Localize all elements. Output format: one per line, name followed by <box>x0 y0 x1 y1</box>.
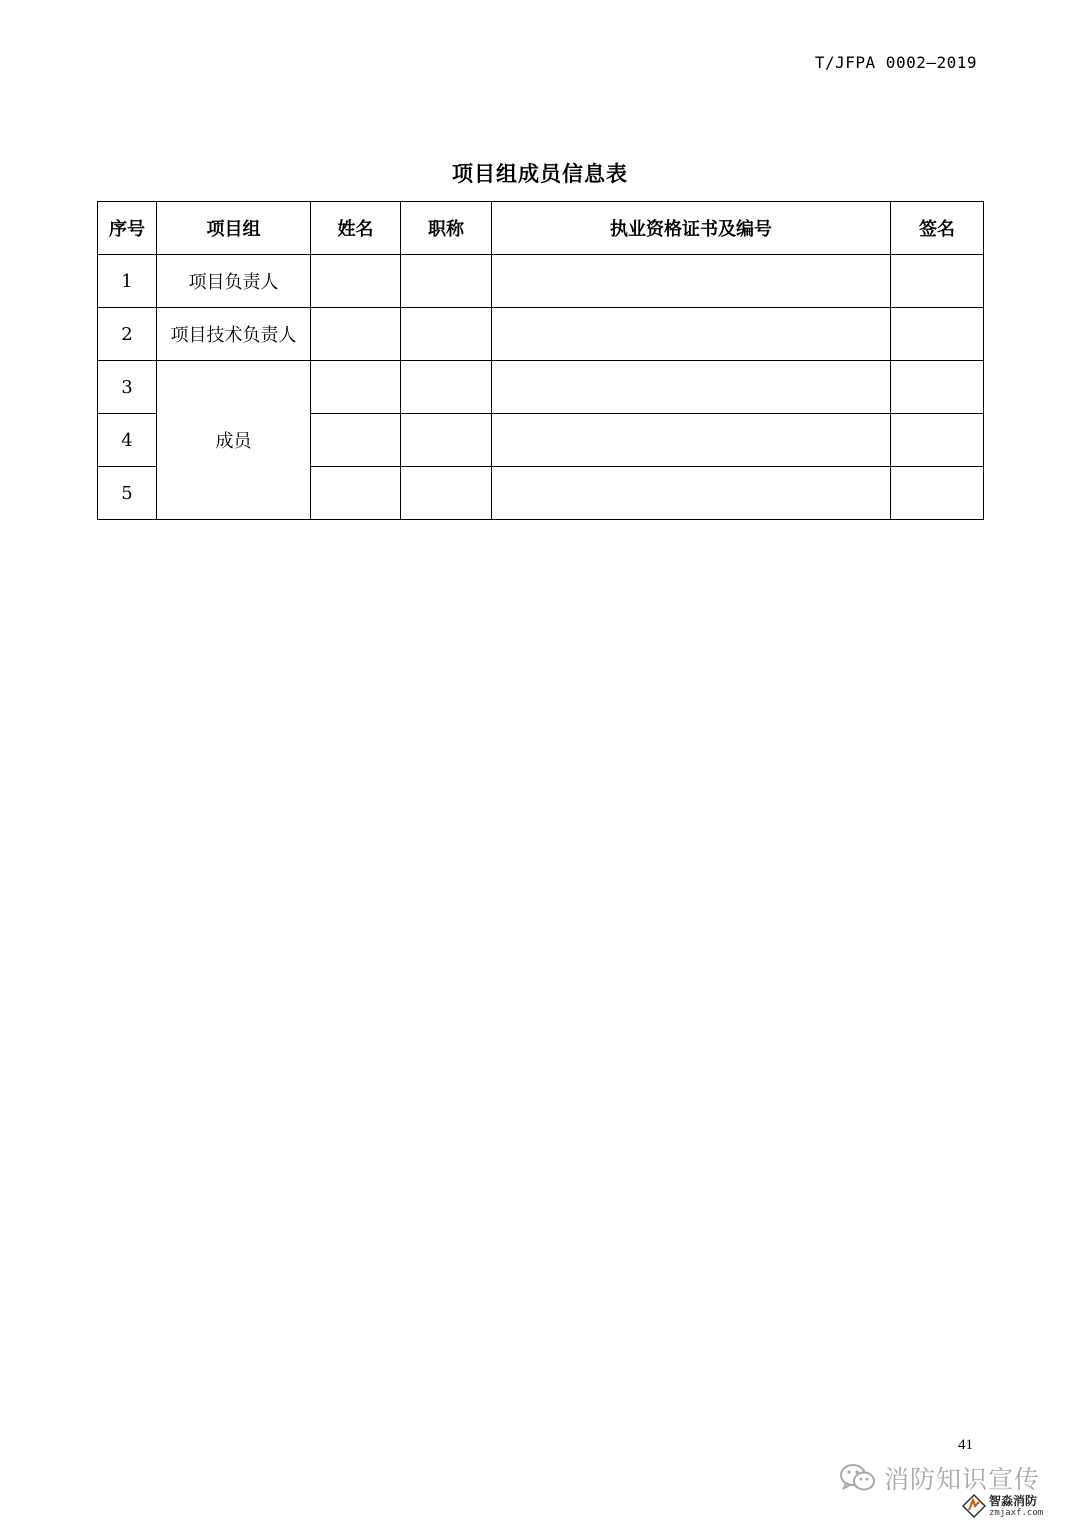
sign-cell <box>891 255 984 308</box>
title-cell <box>401 467 492 520</box>
name-cell <box>311 361 401 414</box>
cert-cell <box>492 467 891 520</box>
page-number: 41 <box>958 1437 973 1453</box>
brand-mark <box>962 1494 1043 1518</box>
title-cell <box>401 361 492 414</box>
title-cell <box>401 255 492 308</box>
table-row <box>98 255 984 308</box>
table-row <box>98 308 984 361</box>
name-cell <box>311 414 401 467</box>
cert-cell <box>492 361 891 414</box>
sign-cell <box>891 308 984 361</box>
row-seq: 5 <box>98 467 157 520</box>
row-group-members: 成员 <box>157 361 311 520</box>
row-seq: 3 <box>98 361 157 414</box>
name-cell <box>311 255 401 308</box>
cert-cell <box>492 414 891 467</box>
header-group: 项目组 <box>157 202 311 255</box>
title-cell <box>401 308 492 361</box>
name-cell <box>311 467 401 520</box>
row-seq: 1 <box>98 255 157 308</box>
cert-cell <box>492 308 891 361</box>
sign-cell <box>891 414 984 467</box>
header-sign: 签名 <box>891 202 984 255</box>
row-seq: 2 <box>98 308 157 361</box>
brand-url: zmjaxf.com <box>989 1507 1044 1518</box>
cert-cell <box>492 255 891 308</box>
header-seq: 序号 <box>98 202 157 255</box>
brand-name: 智淼消防 <box>989 1493 1038 1508</box>
table-title: 项目组成员信息表 <box>452 162 628 186</box>
watermark <box>838 1460 1040 1496</box>
table-row <box>98 361 984 414</box>
header-title: 职称 <box>401 202 492 255</box>
watermark-text: 消防知识宣传 <box>884 1465 1041 1494</box>
document-code: T/JFPA 0002—2019 <box>814 53 977 72</box>
header-name: 姓名 <box>311 202 401 255</box>
row-group: 项目负责人 <box>157 255 311 308</box>
table-header-row <box>98 202 984 255</box>
brand-logo-icon <box>962 1494 986 1518</box>
header-cert: 执业资格证书及编号 <box>492 202 891 255</box>
sign-cell <box>891 467 984 520</box>
name-cell <box>311 308 401 361</box>
sign-cell <box>891 361 984 414</box>
row-seq: 4 <box>98 414 157 467</box>
title-cell <box>401 414 492 467</box>
row-group: 项目技术负责人 <box>157 308 311 361</box>
member-info-table <box>97 201 984 520</box>
wechat-icon <box>838 1462 878 1494</box>
